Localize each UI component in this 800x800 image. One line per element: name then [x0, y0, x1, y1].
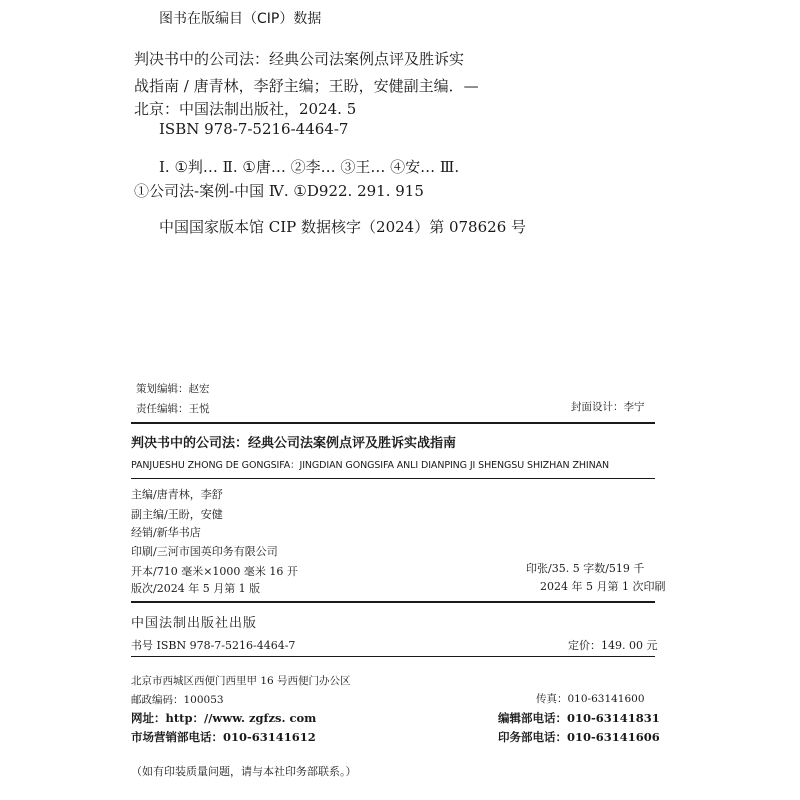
book-price: 定价：149. 00 元: [568, 639, 658, 652]
cip-isbn: ISBN 978-7-5216-4464-7: [159, 120, 349, 138]
publisher-name: 中国法制出版社出版: [131, 616, 258, 631]
book-number: 书号 ISBN 978-7-5216-4464-7: [131, 639, 296, 652]
divider-top: [131, 422, 655, 424]
fax-number: 传真：010-63141600: [536, 693, 645, 705]
book-title: 判决书中的公司法：经典公司法案例点评及胜诉实战指南: [131, 436, 457, 451]
deputy-editors: 副主编/王盼，安健: [131, 508, 223, 521]
book-title-pinyin: PANJUESHU ZHONG DE GONGSIFA：JINGDIAN GONGSIFA ANLI DIANPING JI SHENGSU SHIZHAN ZHINAN: [131, 460, 610, 471]
cip-title-line-1: 判决书中的公司法：经典公司法案例点评及胜诉实: [134, 50, 465, 68]
website: 网址：http：//www. zgfzs. com: [131, 711, 317, 725]
cip-heading: 图书在版编目（CIP）数据: [159, 11, 322, 27]
quality-notice: （如有印装质量问题，请与本社印务部联系。）: [131, 765, 357, 778]
editorial-phone: 编辑部电话：010-63141831: [498, 711, 660, 725]
book-format: 开本/710 毫米×1000 毫米 16 开: [131, 565, 298, 578]
divider-contact: [131, 656, 655, 657]
cip-subject-line-2: ①公司法-案例-中国 Ⅳ. ①D922. 291. 915: [134, 182, 424, 200]
cip-subject-line-1: Ⅰ. ①判… Ⅱ. ①唐… ②李… ③王… ④安… Ⅲ.: [159, 158, 460, 176]
cover-designer: 封面设计：李宁: [571, 401, 645, 413]
distributor: 经销/新华书店: [131, 526, 201, 539]
printing-dept-phone: 印务部电话：010-63141606: [498, 730, 660, 744]
sheets-and-words: 印张/35. 5 字数/519 千: [526, 562, 645, 575]
publisher-address: 北京市西城区西便门西里甲 16 号西便门办公区: [131, 675, 351, 687]
edition: 版次/2024 年 5 月第 1 版: [131, 582, 261, 595]
planning-editor: 策划编辑：赵宏: [136, 383, 210, 395]
responsible-editor: 责任编辑：王悦: [136, 403, 210, 415]
marketing-phone: 市场营销部电话：010-63141612: [131, 730, 316, 744]
cip-record-number: 中国国家版本馆 CIP 数据核字（2024）第 078626 号: [159, 218, 527, 236]
printing-date: 2024 年 5 月第 1 次印刷: [540, 580, 666, 593]
postal-code: 邮政编码：100053: [131, 694, 224, 706]
divider-publisher: [131, 601, 655, 603]
cip-title-line-3: 北京：中国法制出版社，2024. 5: [134, 100, 357, 118]
printer: 印刷/三河市国英印务有限公司: [131, 545, 278, 558]
chief-editors: 主编/唐青林，李舒: [131, 488, 223, 501]
cip-title-line-2: 战指南 / 唐青林，李舒主编；王盼，安健副主编．—: [134, 77, 479, 95]
divider-title: [131, 478, 655, 479]
